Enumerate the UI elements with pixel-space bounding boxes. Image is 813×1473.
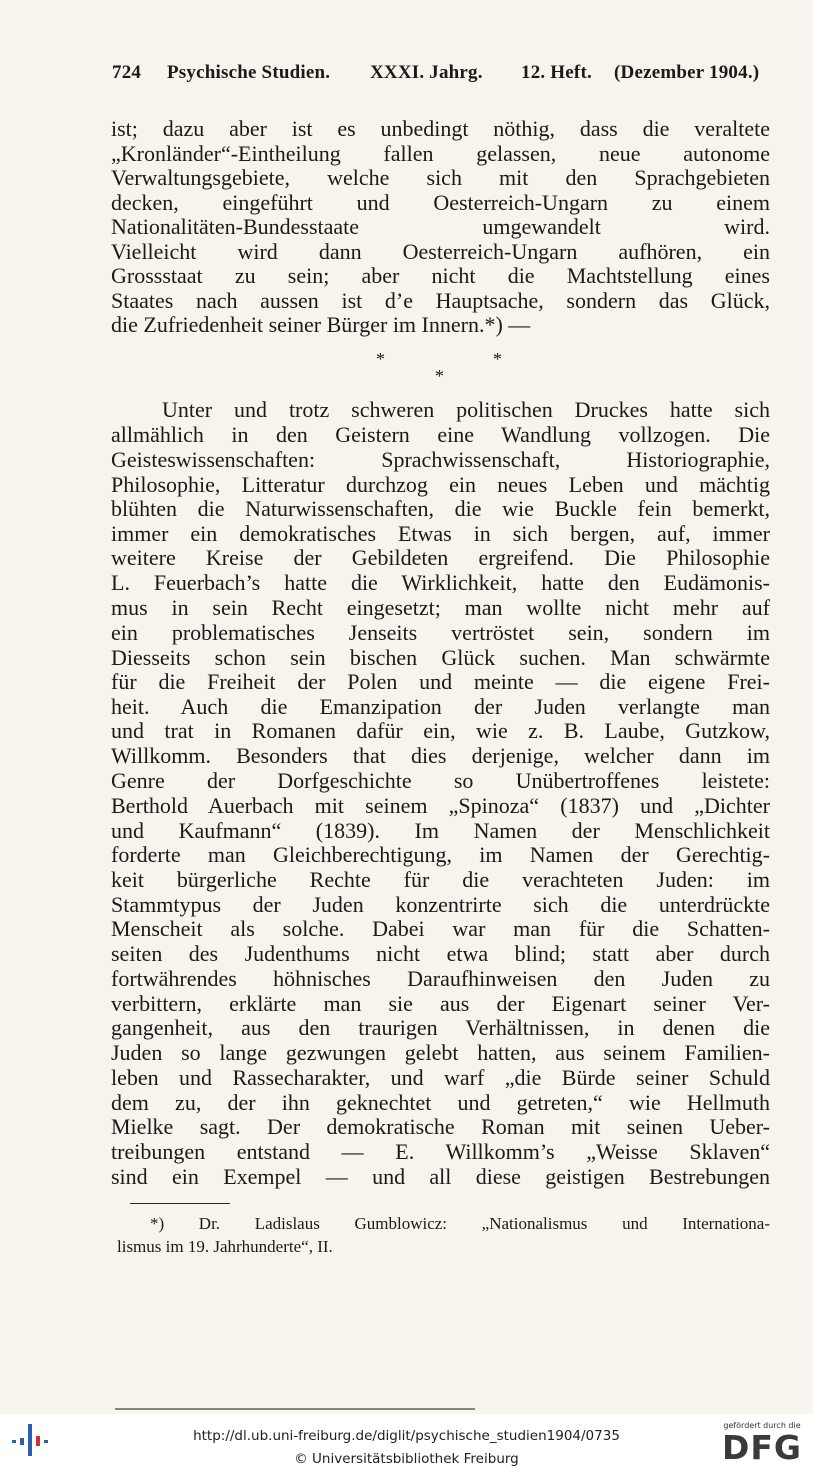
text-line: allmählich in den Geistern eine Wandlung vollzogen. Die: [111, 422, 770, 447]
text-line: Vielleicht wird dann Oesterreich-Ungarn aufhören, ein: [111, 239, 770, 264]
text-line: Berthold Auerbach mit seinem „Spinoza“ (1837) und „Dichter: [111, 793, 770, 818]
viewer-footer: [0, 1414, 813, 1473]
text-line: Mielke sagt. Der demokratische Roman mit seinen Ueber-: [111, 1114, 770, 1139]
text-line: forderte man Gleichberechtigung, im Namen der Gerechtig-: [111, 842, 770, 867]
sponsor-caption: gefördert durch die: [723, 1421, 801, 1430]
separator-star: *: [435, 366, 444, 386]
text-line: fortwährendes höhnisches Daraufhinweisen den Juden zu: [111, 966, 770, 991]
text-line: Menscheit als solche. Dabei war man für die Schatten-: [111, 916, 770, 941]
text-line: mus in sein Recht eingesetzt; man wollte nicht mehr auf: [111, 595, 770, 620]
text-line: Staates nach aussen ist d’e Hauptsache, sondern das Glück,: [111, 288, 770, 313]
footnote-line: *) Dr. Ladislaus Gumblowicz: „Nationalismus und Internationa-: [150, 1214, 770, 1233]
footnote-line: lismus im 19. Jahrhunderte“, II.: [117, 1237, 333, 1256]
text-line: immer ein demokratisches Etwas in sich bergen, auf, immer: [111, 521, 770, 546]
text-line: ist; dazu aber ist es unbedingt nöthig, dass die veraltete: [111, 116, 770, 141]
text-line: für die Freiheit der Polen und meinte — die eigene Frei-: [111, 669, 770, 694]
text-line: sind ein Exempel — und all diese geistigen Bestrebungen: [111, 1164, 770, 1189]
text-line: Geisteswissenschaften: Sprachwissenschaft, Historiographie,: [111, 447, 770, 472]
issue: 12. Heft.: [521, 62, 592, 83]
text-line: weitere Kreise der Gebildeten ergreifend. Die Philosophie: [111, 545, 770, 570]
running-header: [112, 62, 777, 90]
text-line: Philosophie, Litteratur durchzog ein neues Leben und mächtig: [111, 472, 770, 497]
permalink[interactable]: http://dl.ub.uni-freiburg.de/diglit/psychische_studien1904/0735: [193, 1428, 620, 1444]
text-line: seiten des Judenthums nicht etwa blind; statt aber durch: [111, 941, 770, 966]
text-line: treibungen entstand — E. Willkomm’s „Weisse Sklaven“: [111, 1139, 770, 1164]
text-line: Nationalitäten-Bundesstaate umgewandelt wird.: [111, 214, 770, 239]
volume: XXXI. Jahrg.: [370, 62, 483, 83]
text-line: heit. Auch die Emanzipation der Juden verlangte man: [111, 694, 770, 719]
copyright-notice: © Universitätsbibliothek Freiburg: [294, 1451, 519, 1467]
issue-date: (Dezember 1904.): [614, 62, 760, 83]
text-line: Verwaltungsgebiete, welche sich mit den Sprachgebieten: [111, 165, 770, 190]
dfg-logo-icon: DFG: [721, 1428, 803, 1467]
separator-star: *: [376, 349, 385, 369]
text-line: L. Feuerbach’s hatte die Wirklichkeit, hatte den Eudämonis-: [111, 570, 770, 595]
text-line: und Kaufmann“ (1839). Im Namen der Menschlichkeit: [111, 818, 770, 843]
page-number: 724: [112, 62, 142, 83]
text-line: keit bürgerliche Rechte für die verachteten Juden: im: [111, 867, 770, 892]
text-line: und trat in Romanen dafür ein, wie z. B. Laube, Gutzkow,: [111, 718, 770, 743]
text-line: Genre der Dorfgeschichte so Unübertroffenes leistete:: [111, 768, 770, 793]
journal-title: Psychische Studien.: [167, 62, 331, 83]
text-line: Unter und trotz schweren politischen Druckes hatte sich: [162, 397, 770, 422]
text-line: Diesseits schon sein bischen Glück suchen. Man schwärmte: [111, 645, 770, 670]
text-line: „Kronländer“-Eintheilung fallen gelassen, neue autonome: [111, 141, 770, 166]
text-line: leben und Rassecharakter, und warf „die Bürde seiner Schuld: [111, 1065, 770, 1090]
text-line: blühten die Naturwissenschaften, die wie Buckle fein bemerkt,: [111, 496, 770, 521]
text-line: decken, eingeführt und Oesterreich-Ungarn zu einem: [111, 190, 770, 215]
separator-star: *: [493, 349, 502, 369]
text-line: ein problematisches Jenseits vertröstet sein, sondern im: [111, 620, 770, 645]
text-line: verbittern, erklärte man sie aus der Eigenart seiner Ver-: [111, 991, 770, 1016]
text-line: Juden so lange gezwungen gelebt hatten, aus seinem Familien-: [111, 1040, 770, 1065]
text-line: die Zufriedenheit seiner Bürger im Innern.*) —: [111, 312, 531, 337]
text-line: Grossstaat zu sein; aber nicht die Machtstellung eines: [111, 263, 770, 288]
text-line: gangenheit, aus den traurigen Verhältnissen, in denen die: [111, 1015, 770, 1040]
text-line: dem zu, der ihn geknechtet und getreten,“ wie Hellmuth: [111, 1090, 770, 1115]
text-line: Willkomm. Besonders that dies derjenige, welcher dann im: [111, 743, 770, 768]
footnote-rule: [130, 1203, 230, 1204]
text-line: Stammtypus der Juden konzentrirte sich die unterdrückte: [111, 892, 770, 917]
scan-edge-line: [115, 1408, 475, 1410]
